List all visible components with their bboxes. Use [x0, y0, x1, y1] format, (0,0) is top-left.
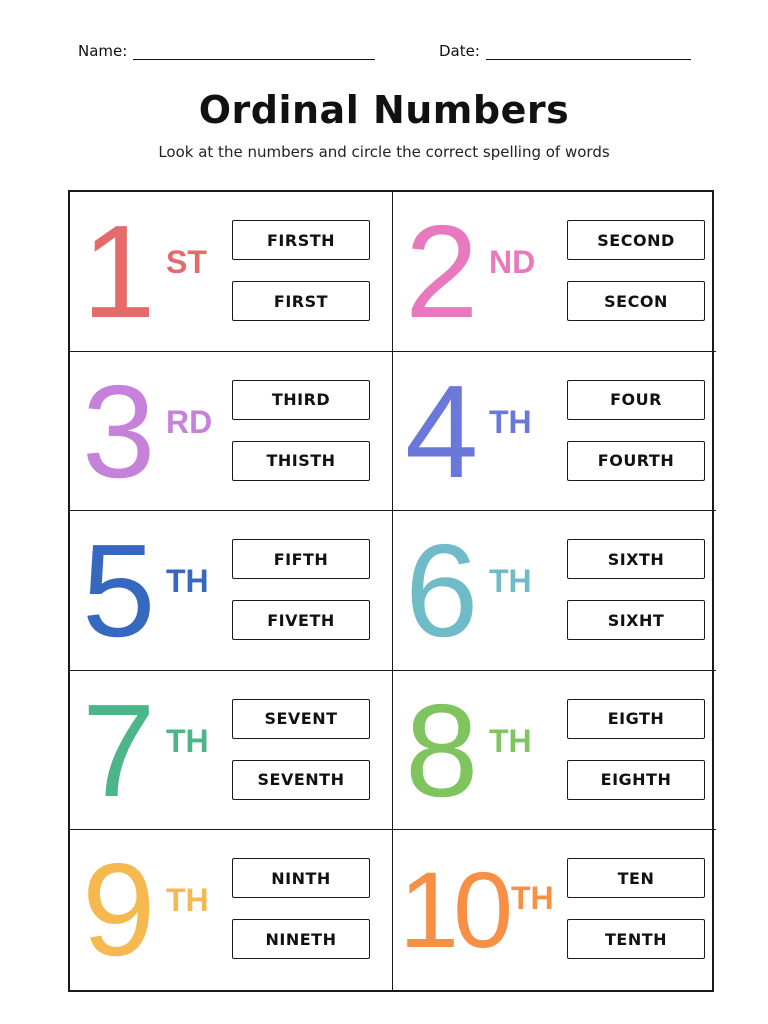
ordinal-cell — [70, 830, 393, 990]
spelling-option[interactable]: SECOND — [567, 220, 705, 260]
name-label: Name: — [78, 42, 128, 60]
ordinal-suffix: TH — [511, 880, 554, 917]
name-blank-line[interactable] — [133, 43, 375, 60]
ordinal-cell — [70, 671, 393, 831]
name-field[interactable] — [78, 42, 375, 60]
ordinal-cell — [70, 192, 393, 352]
ordinal-number: 5 — [82, 517, 152, 665]
ordinal-suffix: TH — [166, 882, 209, 919]
ordinal-number: 8 — [405, 676, 475, 824]
worksheet-grid — [68, 190, 714, 992]
ordinal-cell — [393, 830, 716, 990]
ordinal-number: 4 — [405, 357, 475, 505]
ordinal-cell — [393, 671, 716, 831]
ordinal-number: 9 — [82, 836, 152, 984]
spelling-option[interactable]: SIXTH — [567, 539, 705, 579]
spelling-option[interactable]: FIRSTH — [232, 220, 370, 260]
spelling-option[interactable]: NINETH — [232, 919, 370, 959]
spelling-option[interactable]: EIGTH — [567, 699, 705, 739]
spelling-option[interactable]: TEN — [567, 858, 705, 898]
spelling-option[interactable]: SIXHT — [567, 600, 705, 640]
date-label: Date: — [439, 42, 480, 60]
spelling-option[interactable]: SEVENT — [232, 699, 370, 739]
spelling-option[interactable]: THIRD — [232, 380, 370, 420]
ordinal-suffix: TH — [489, 563, 532, 600]
spelling-option[interactable]: FOUR — [567, 380, 705, 420]
ordinal-cell — [70, 352, 393, 512]
spelling-option[interactable]: FIVETH — [232, 600, 370, 640]
ordinal-suffix: TH — [489, 403, 532, 440]
spelling-option[interactable]: FIRST — [232, 281, 370, 321]
ordinal-number: 2 — [405, 198, 475, 345]
ordinal-cell — [393, 352, 716, 512]
ordinal-number: 10 — [399, 849, 508, 971]
spelling-option[interactable]: TENTH — [567, 919, 705, 959]
date-blank-line[interactable] — [486, 43, 691, 60]
ordinal-suffix: ND — [489, 244, 536, 280]
ordinal-suffix: TH — [489, 722, 532, 759]
ordinal-suffix: RD — [166, 403, 213, 440]
ordinal-number: 3 — [82, 357, 152, 505]
ordinal-suffix: ST — [166, 244, 207, 280]
date-field[interactable] — [439, 42, 691, 60]
spelling-option[interactable]: FIFTH — [232, 539, 370, 579]
ordinal-number: 6 — [405, 517, 475, 665]
spelling-option[interactable]: NINTH — [232, 858, 370, 898]
ordinal-cell — [70, 511, 393, 671]
spelling-option[interactable]: FOURTH — [567, 441, 705, 481]
ordinal-suffix: TH — [166, 722, 209, 759]
header-fields — [0, 42, 768, 64]
ordinal-cell — [393, 511, 716, 671]
ordinal-suffix: TH — [166, 563, 209, 600]
spelling-option[interactable]: THISTH — [232, 441, 370, 481]
ordinal-number: 7 — [82, 676, 152, 824]
page-title: Ordinal Numbers — [198, 88, 570, 132]
spelling-option[interactable]: SEVENTH — [232, 760, 370, 800]
ordinal-number: 1 — [82, 198, 152, 345]
ordinal-cell — [393, 192, 716, 352]
spelling-option[interactable]: EIGHTH — [567, 760, 705, 800]
instructions: Look at the numbers and circle the correct spelling of words — [158, 143, 610, 161]
spelling-option[interactable]: SECON — [567, 281, 705, 321]
